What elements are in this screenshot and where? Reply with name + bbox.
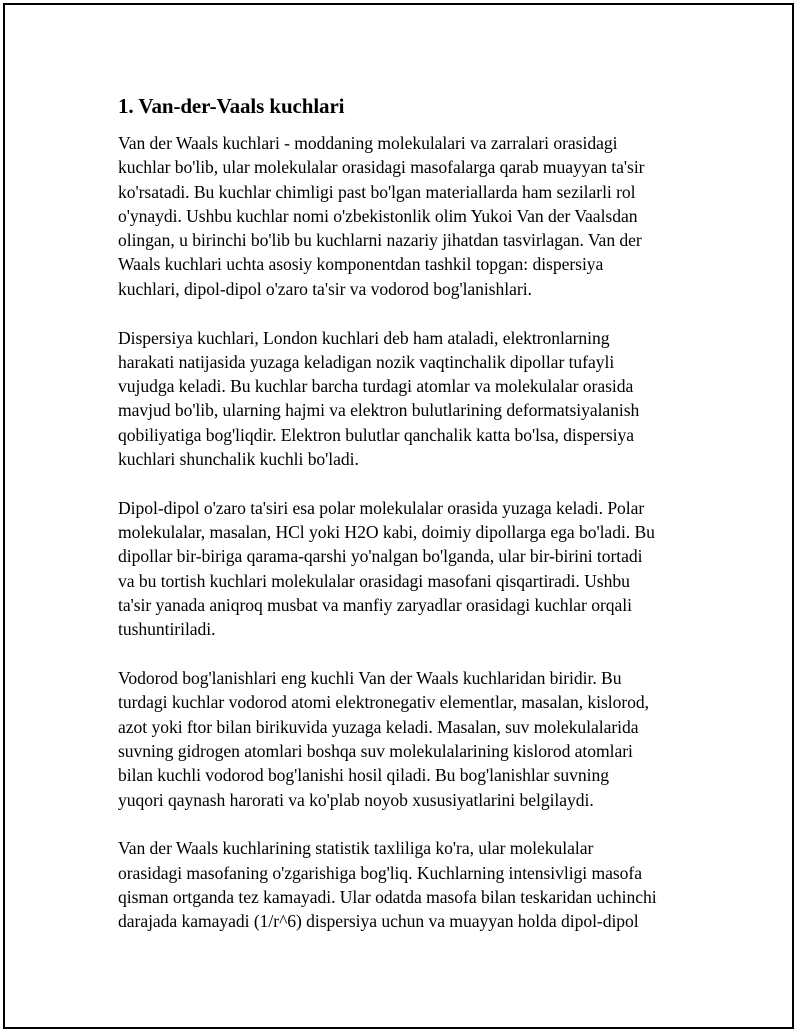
body-paragraph bbox=[118, 836, 718, 933]
text-line: molekulalar, masalan, HCl yoki H2O kabi, doimiy dipollarga ega bo'ladi. Bu bbox=[118, 522, 655, 543]
text-line: darajada kamayadi (1/r^6) dispersiya uchun va muayyan holda dipol-dipol bbox=[118, 911, 639, 932]
text-line: Van der Waals kuchlari - moddaning molekulalari va zarralari orasidagi bbox=[118, 133, 618, 153]
text-line: Dipol-dipol o'zaro ta'siri esa polar molekulalar orasida yuzaga keladi. Polar bbox=[118, 497, 645, 518]
body-paragraph bbox=[118, 496, 718, 642]
text-line: kuchlari, dipol-dipol o'zaro ta'sir va vodorod bog'lanishlari. bbox=[118, 278, 532, 299]
body-paragraph bbox=[118, 326, 718, 472]
text-line: ko'rsatadi. Bu kuchlar chimligi past bo'lgan materiallarda ham sezilarli rol bbox=[118, 181, 636, 202]
text-line: yuqori qaynash harorati va ko'plab noyob xususiyatlarini belgilaydi. bbox=[118, 789, 594, 810]
text-line: mavjud bo'lib, ularning hajmi va elektron bulutlarining deformatsiyalanish bbox=[118, 400, 640, 421]
text-line: bilan kuchli vodorod bog'lanishi hosil qiladi. Bu bog'lanishlar suvning bbox=[118, 765, 609, 786]
text-line: harakati natijasida yuzaga keladigan nozik vaqtinchalik dipollar tufayli bbox=[118, 351, 615, 372]
text-line: kuchlar bo'lib, ular molekulalar orasidagi masofalarga qarab muayyan ta'sir bbox=[118, 157, 645, 178]
text-line: Vodorod bog'lanishlari eng kuchli Van der Waals kuchlaridan biridir. Bu bbox=[118, 668, 622, 689]
text-line: azot yoki ftor bilan birikuvida yuzaga keladi. Masalan, suv molekulalarida bbox=[118, 716, 639, 737]
text-line: ta'sir yanada aniqroq musbat va manfiy zaryadlar orasidagi kuchlar orqali bbox=[118, 595, 632, 616]
paragraph-list bbox=[118, 131, 718, 934]
text-line: va bu tortish kuchlari molekulalar orasidagi masofani qisqartiradi. Ushbu bbox=[118, 570, 630, 591]
text-line: Waals kuchlari uchta asosiy komponentdan tashkil topgan: dispersiya bbox=[118, 254, 604, 275]
text-line: tushuntiriladi. bbox=[118, 619, 216, 640]
body-paragraph bbox=[118, 131, 718, 301]
text-line: olingan, u birinchi bo'lib bu kuchlarni nazariy jihatdan tasvirlagan. Van der bbox=[118, 230, 642, 251]
text-line: orasidagi masofaning o'zgarishiga bog'liq. Kuchlarning intensivligi masofa bbox=[118, 862, 642, 883]
text-line: dipollar bir-biriga qarama-qarshi yo'nalgan bo'lganda, ular bir-birini tortadi bbox=[118, 546, 643, 567]
text-line: turdagi kuchlar vodorod atomi elektronegativ elementlar, masalan, kislorod, bbox=[118, 692, 650, 713]
text-line: vujudga keladi. Bu kuchlar barcha turdagi atomlar va molekulalar orasida bbox=[118, 376, 634, 397]
text-line: Van der Waals kuchlarining statistik taxliliga ko'ra, ular molekulalar bbox=[118, 838, 594, 859]
text-line: qobiliyatiga bog'liqdir. Elektron bulutlar qanchalik katta bo'lsa, dispersiya bbox=[118, 424, 635, 445]
text-line: Dispersiya kuchlari, London kuchlari deb ham ataladi, elektronlarning bbox=[118, 327, 610, 348]
text-line: suvning gidrogen atomlari boshqa suv molekulalarining kislorod atomlari bbox=[118, 741, 633, 762]
document-body bbox=[118, 93, 718, 958]
text-line: kuchlari shunchalik kuchli bo'ladi. bbox=[118, 449, 359, 470]
text-line: o'ynaydi. Ushbu kuchlar nomi o'zbekistonlik olim Yukoi Van der Vaalsdan bbox=[118, 205, 638, 226]
body-paragraph bbox=[118, 666, 718, 812]
text-line: qisman ortganda tez kamayadi. Ular odatda masofa bilan teskaridan uchinchi bbox=[118, 887, 657, 908]
section-heading: 1. Van-der-Vaals kuchlari bbox=[118, 94, 345, 118]
